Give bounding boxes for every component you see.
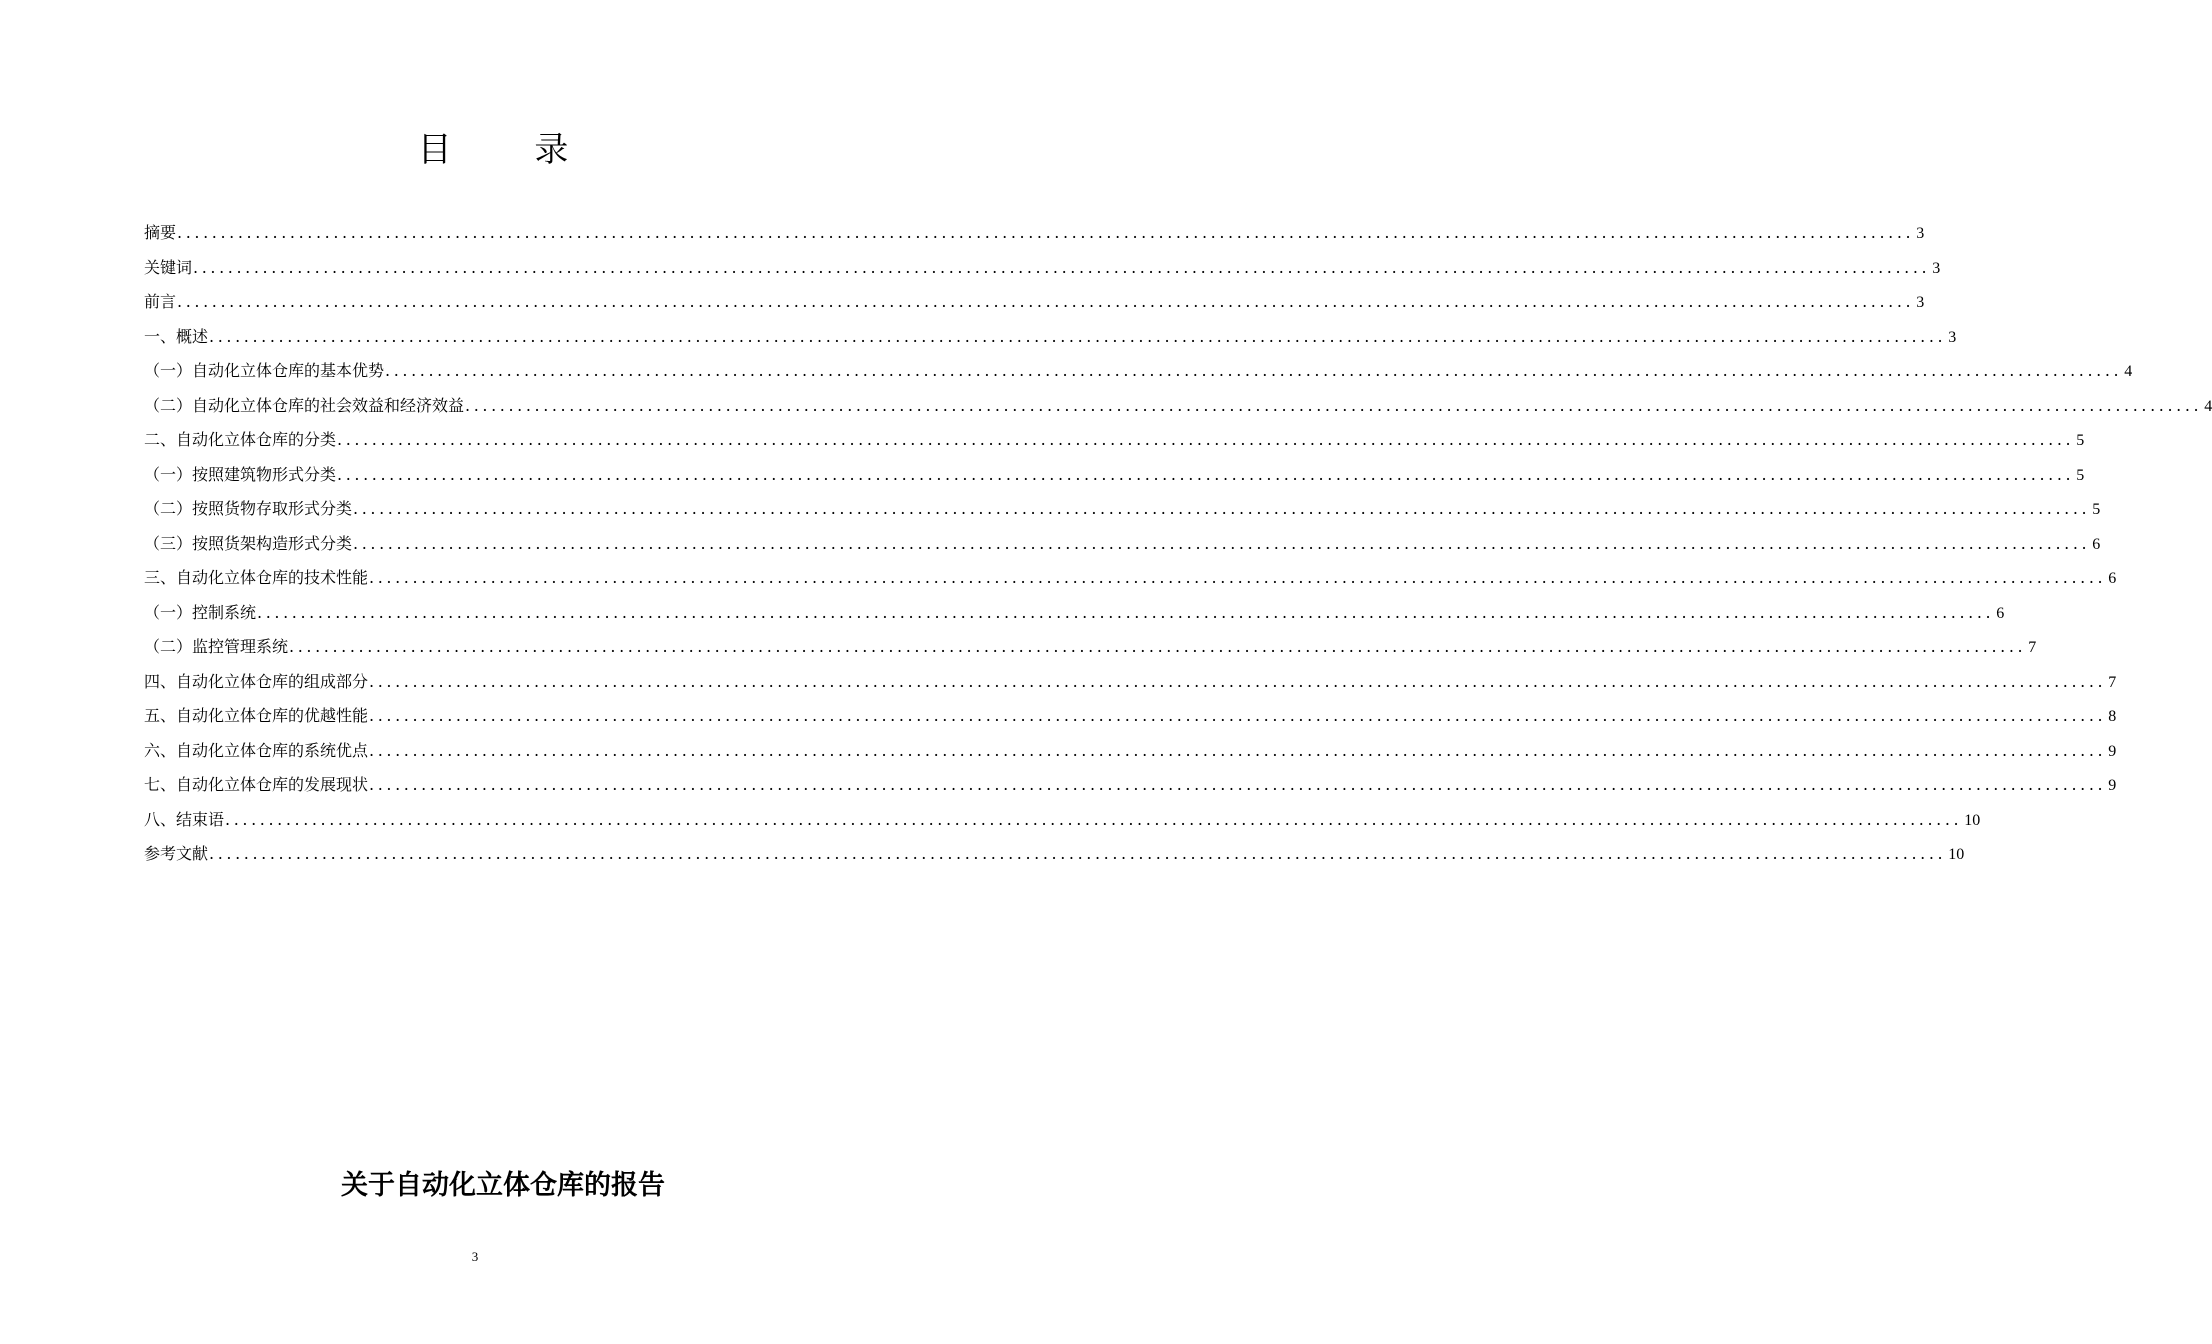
toc-dot-leader: ........................................................................................................................................................................................................ xyxy=(353,499,2091,518)
toc-dot-leader: ........................................................................................................................................................................................................ xyxy=(369,671,2107,691)
toc-entry-page: 7 xyxy=(2108,673,2117,691)
report-title: 关于自动化立体仓库的报告 xyxy=(341,1170,665,1201)
toc-entry-label: （一）按照建筑物形式分类 xyxy=(144,464,337,484)
toc-entry-page: 3 xyxy=(1948,328,1957,346)
toc-dot-leader: ........................................................................................................................................................................................................ xyxy=(369,706,2107,725)
toc-dot-leader: ........................................................................................................................................................................................................ xyxy=(369,740,2107,760)
toc-entry-page: 9 xyxy=(2108,742,2117,760)
toc-entry-label: 参考文献 xyxy=(144,844,209,863)
toc-entry-page: 6 xyxy=(2092,535,2101,553)
toc-dot-leader: ........................................................................................................................................................................................................ xyxy=(465,395,2203,415)
toc-dot-leader: ........................................................................................................................................................................................................ xyxy=(177,223,1915,242)
toc-entry-label: （二）监控管理系统 xyxy=(144,637,289,656)
toc-dot-leader: ........................................................................................................................................................................................................ xyxy=(209,326,1947,346)
toc-dot-leader: ........................................................................................................................................................................................................ xyxy=(289,637,2027,656)
toc-dot-leader: ........................................................................................................................................................................................................ xyxy=(369,568,2107,587)
toc-entry[interactable] xyxy=(144,602,2005,637)
toc-entry[interactable] xyxy=(144,291,1925,326)
toc-entry-page: 8 xyxy=(2108,708,2117,725)
toc-entry[interactable] xyxy=(144,395,2212,430)
toc-entry-page: 6 xyxy=(2108,570,2117,587)
toc-entry-label: 关键词 xyxy=(144,257,193,277)
toc-entry-page: 3 xyxy=(1932,259,1941,277)
toc-entry-page: 5 xyxy=(2076,432,2085,449)
toc-entry-label: 五、自动化立体仓库的优越性能 xyxy=(144,706,369,725)
toc-dot-leader: ........................................................................................................................................................................................................ xyxy=(337,464,2075,484)
toc-entry[interactable] xyxy=(144,705,2117,740)
toc-entry-page: 7 xyxy=(2028,639,2037,656)
toc-entry-label: 摘要 xyxy=(144,223,177,242)
toc-entry[interactable] xyxy=(144,843,1965,878)
toc-entry-page: 4 xyxy=(2204,397,2212,415)
toc-dot-leader: ........................................................................................................................................................................................................ xyxy=(385,361,2123,380)
toc-entry-page: 9 xyxy=(2108,777,2117,794)
toc-entry[interactable] xyxy=(144,429,2085,464)
toc-entry[interactable] xyxy=(144,360,2133,395)
toc-entry[interactable] xyxy=(144,671,2117,706)
toc-dot-leader: ........................................................................................................................................................................................................ xyxy=(193,257,1931,277)
toc-dot-leader: ........................................................................................................................................................................................................ xyxy=(209,844,1947,863)
toc-entry-page: 5 xyxy=(2092,501,2101,518)
toc-entry-label: （二）自动化立体仓库的社会效益和经济效益 xyxy=(144,395,465,415)
toc-entry-label: （一）控制系统 xyxy=(144,602,257,622)
toc-title: 目 录 xyxy=(417,130,605,170)
toc-entry-page: 6 xyxy=(1996,604,2005,622)
toc-entry[interactable] xyxy=(144,257,1941,292)
toc-entry-page: 5 xyxy=(2076,466,2085,484)
toc-entry-label: 八、结束语 xyxy=(144,809,225,829)
toc-dot-leader: ........................................................................................................................................................................................................ xyxy=(353,533,2091,553)
toc-entry[interactable] xyxy=(144,222,1925,257)
toc-entry-label: （二）按照货物存取形式分类 xyxy=(144,499,353,518)
toc-entry-page: 3 xyxy=(1916,294,1925,311)
toc-entry-page: 10 xyxy=(1964,811,1981,829)
toc-dot-leader: ........................................................................................................................................................................................................ xyxy=(257,602,1995,622)
toc-entry[interactable] xyxy=(144,326,1957,361)
toc-entry-page: 3 xyxy=(1916,225,1925,242)
toc-entry[interactable] xyxy=(144,774,2117,809)
toc-entry-label: 一、概述 xyxy=(144,326,209,346)
toc-entry[interactable] xyxy=(144,498,2101,533)
toc-dot-leader: ........................................................................................................................................................................................................ xyxy=(225,809,1963,829)
page-number: 3 xyxy=(471,1249,479,1264)
toc-entry-label: （三）按照货架构造形式分类 xyxy=(144,533,353,553)
toc-entry-page: 10 xyxy=(1948,846,1965,863)
toc-entry[interactable] xyxy=(144,809,1981,844)
toc-entry-label: 前言 xyxy=(144,292,177,311)
toc-dot-leader: ........................................................................................................................................................................................................ xyxy=(177,292,1915,311)
toc-entry[interactable] xyxy=(144,636,2037,671)
toc-entry-label: 六、自动化立体仓库的系统优点 xyxy=(144,740,369,760)
toc-dot-leader: ........................................................................................................................................................................................................ xyxy=(369,775,2107,794)
toc-entry-label: （一）自动化立体仓库的基本优势 xyxy=(144,361,385,380)
table-of-contents xyxy=(144,222,2212,878)
toc-entry-page: 4 xyxy=(2124,363,2133,380)
toc-entry[interactable] xyxy=(144,567,2117,602)
toc-entry[interactable] xyxy=(144,464,2085,499)
toc-entry-label: 七、自动化立体仓库的发展现状 xyxy=(144,775,369,794)
toc-entry-label: 三、自动化立体仓库的技术性能 xyxy=(144,568,369,587)
toc-entry-label: 四、自动化立体仓库的组成部分 xyxy=(144,671,369,691)
toc-dot-leader: ........................................................................................................................................................................................................ xyxy=(337,430,2075,449)
toc-entry-label: 二、自动化立体仓库的分类 xyxy=(144,430,337,449)
toc-entry[interactable] xyxy=(144,740,2117,775)
toc-entry[interactable] xyxy=(144,533,2101,568)
